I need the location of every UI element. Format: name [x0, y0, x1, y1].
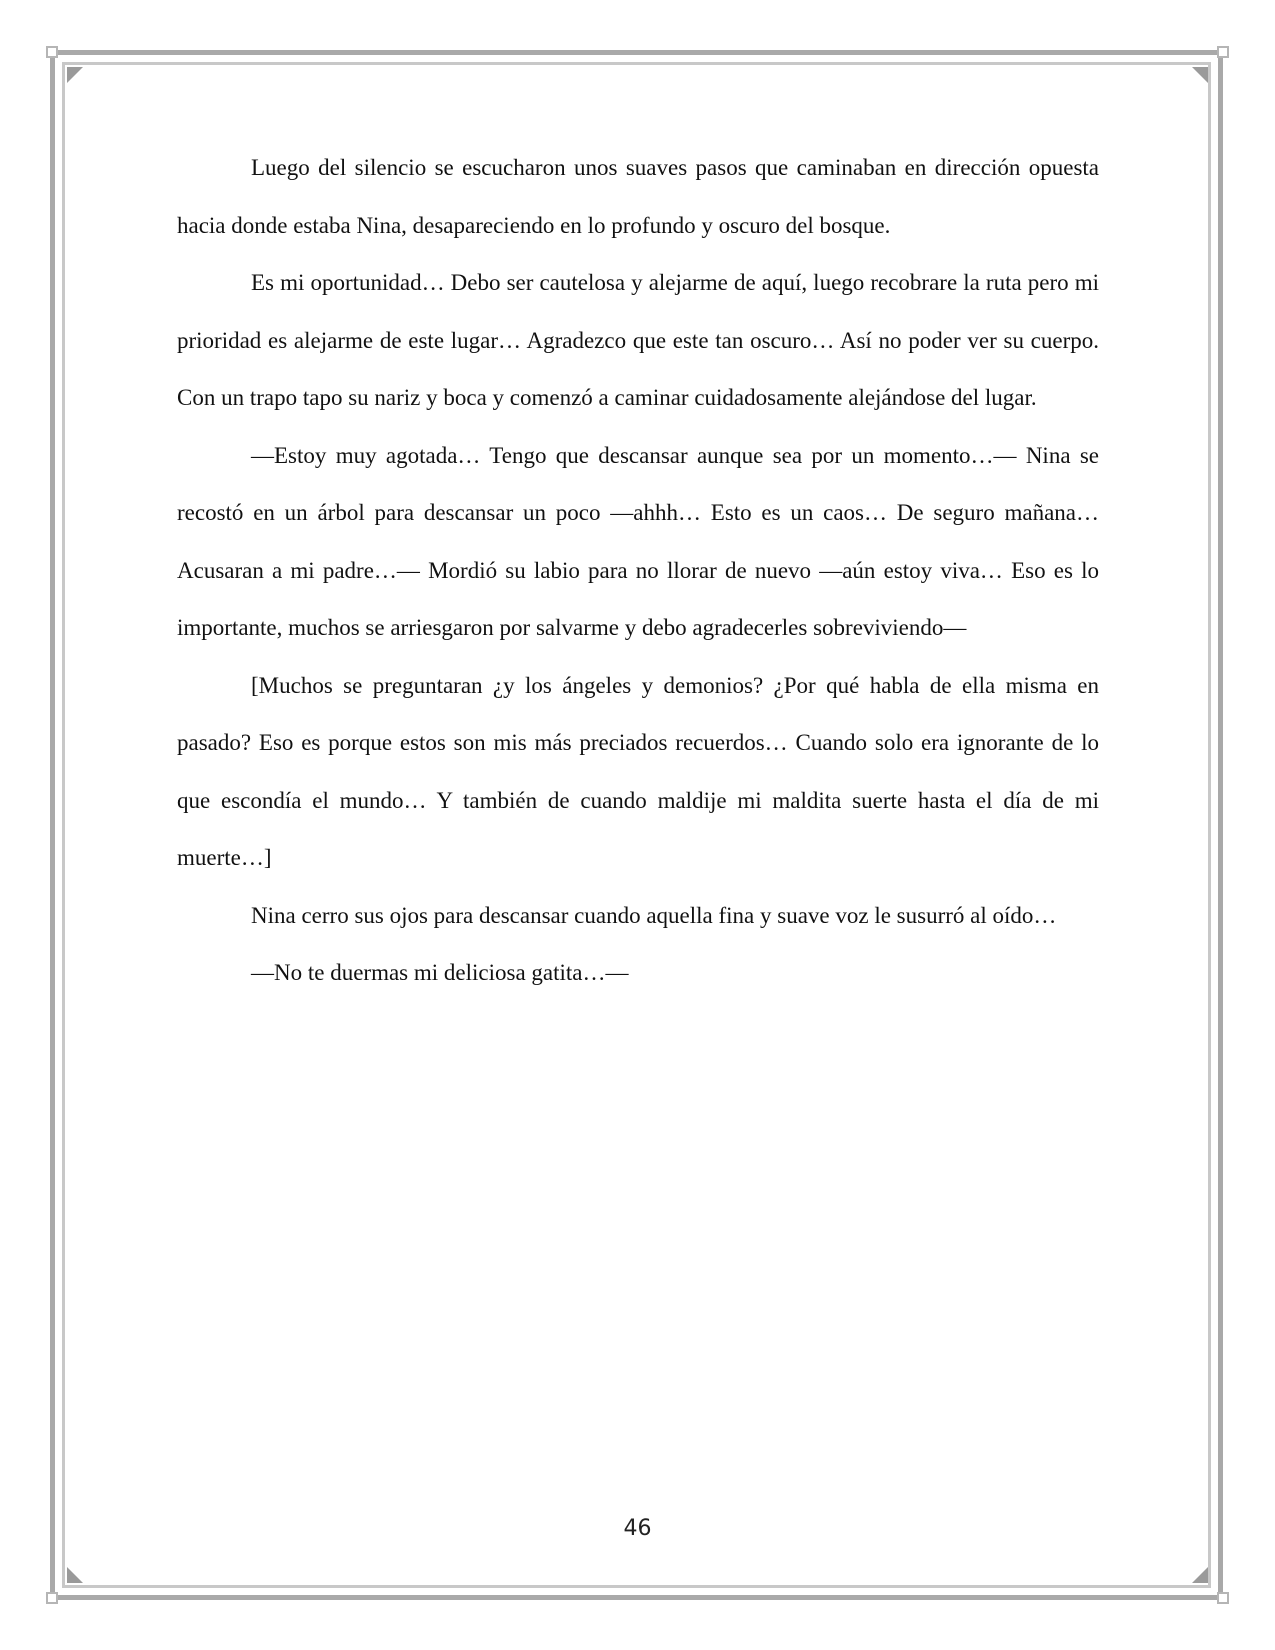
- corner-ornament-top-right: [1217, 46, 1229, 58]
- corner-triangle-bottom-left-icon: [67, 1567, 83, 1583]
- document-body: [177, 139, 1099, 1002]
- paragraph: Luego del silencio se escucharon unos suaves pasos que caminaban en dirección opuesta hacia donde estaba Nina, desapareciendo en lo profundo y oscuro del bosque.: [177, 155, 1099, 238]
- corner-triangle-top-left-icon: [67, 67, 83, 83]
- paragraph: —Estoy muy agotada… Tengo que descansar aunque sea por un momento…— Nina se recostó en un árbol para descansar un poco —ahhh… Esto es un caos… De seguro mañana… Acusaran a mi padre…— Mordió su labio para no llorar de nuevo —aún estoy viva… Eso es lo importante, muchos se arriesgaron por salvarme y debo agradecerles sobreviviendo—: [177, 442, 1099, 640]
- paragraph: Nina cerro sus ojos para descansar cuando aquella fina y suave voz le susurró al oído…: [251, 902, 1057, 928]
- corner-triangle-top-right-icon: [1192, 67, 1208, 83]
- paragraph: [Muchos se preguntaran ¿y los ángeles y demonios? ¿Por qué habla de ella misma en pasado? Eso es porque estos son mis más preciados recuerdos… Cuando solo era ignorante de lo que escondía el mundo… Y también de cuando maldije mi maldita suerte hasta el día de mi muerte…]: [177, 672, 1099, 870]
- corner-ornament-top-left: [46, 46, 58, 58]
- corner-ornament-bottom-right: [1217, 1592, 1229, 1604]
- paragraph: Es mi oportunidad… Debo ser cautelosa y alejarme de aquí, luego recobrare la ruta pero mi prioridad es alejarme de este lugar… Agradezco que este tan oscuro… Así no poder ver su cuerpo. Con un trapo tapo su nariz y boca y comenzó a caminar cuidadosamente alejándose del lugar.: [177, 270, 1099, 410]
- corner-triangle-bottom-right-icon: [1192, 1567, 1208, 1583]
- corner-ornament-bottom-left: [46, 1592, 58, 1604]
- paragraph: —No te duermas mi deliciosa gatita…—: [251, 960, 629, 985]
- page-number: 46: [623, 1516, 652, 1541]
